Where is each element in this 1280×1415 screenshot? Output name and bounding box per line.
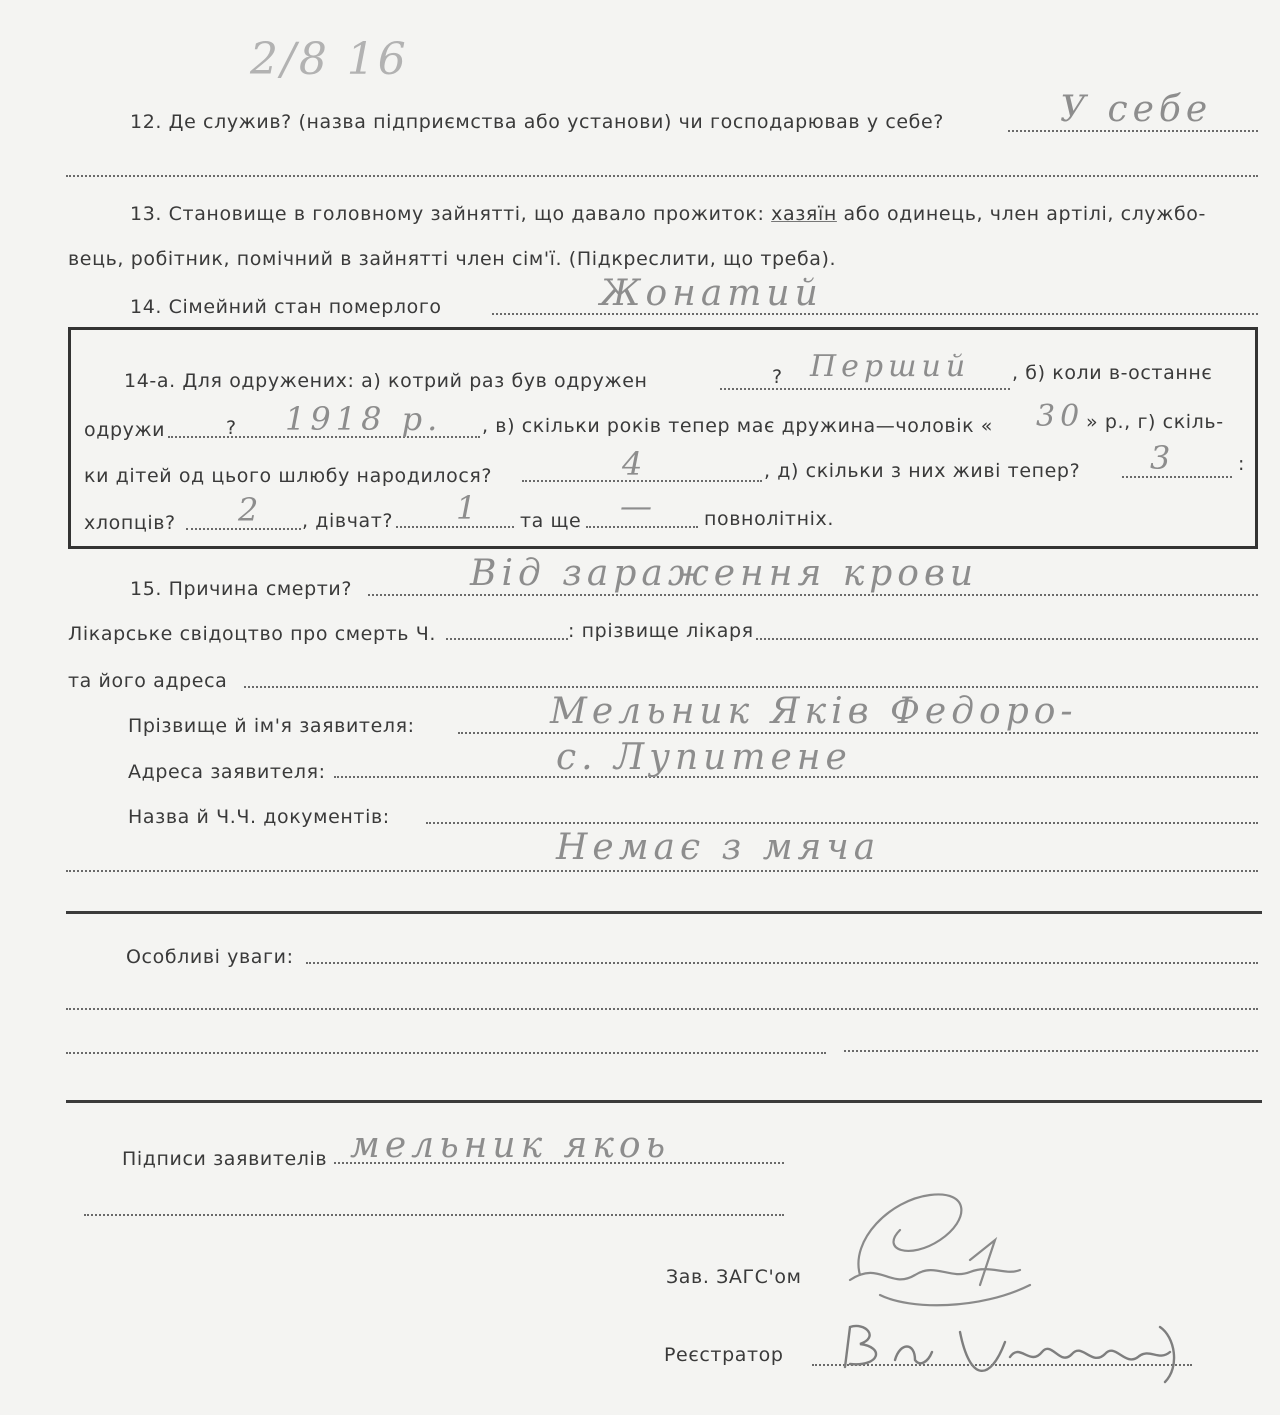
zags-head-label: Зав. ЗАГС'ом [666,1266,802,1288]
q14a-girls-label: , дівчат? [302,510,394,532]
notes-line-2 [66,1008,1258,1010]
declarants-signature-label: Підписи заявителів [122,1148,328,1170]
q14a-boys: 2 [238,491,264,529]
section-divider-1 [66,911,1262,914]
declarants-signature-line-2 [84,1214,784,1216]
doctor-name-line [756,638,1258,640]
question-13-line2: вець, робітник, помічний в зайнятті член сім'ї. (Підкреслити, що треба). [68,248,837,270]
q14a-d-label: , д) скільки з них живі тепер? [764,460,1081,482]
declarant-name: Мельник Яків Федоро- [550,691,1078,732]
q14a-more-line [586,526,698,528]
declarant-address: с. Лупитене [556,737,852,778]
registrar-label: Реєстратор [664,1344,784,1366]
q14a-children-label: ки дітей од цього шлюбу народилося? [84,465,493,487]
q14a-b-label: , б) коли в-останнє [1012,362,1213,384]
doctor-name-label: : прізвище лікаря [568,620,754,642]
question-13-options: або одинець, член артілі, службо- [843,203,1206,225]
declarant-name-label: Прізвище й ім'я заявителя: [128,715,415,737]
section-divider-2 [66,1100,1262,1103]
declarant-address-label: Адреса заявителя: [128,761,326,783]
q14a-children-born: 4 [622,445,648,483]
q14a-times-line [720,388,1010,390]
q14a-q-mark-2: ? [226,417,237,439]
registrar-signature [820,1312,1220,1402]
doctor-address-label: та його адреса [68,670,228,692]
doctor-address-line [244,686,1258,688]
declarant-name-line [458,732,1258,734]
question-15-label: 15. Причина смерти? [130,578,353,600]
documents-label: Назва й Ч.Ч. документів: [128,806,390,828]
q14a-married-label: одружи [84,419,166,441]
zags-head-signature [820,1180,1050,1330]
notes-line-4 [844,1050,1258,1052]
q14a-times: Перший [810,349,971,384]
q14a-girls: 1 [456,489,482,527]
question-12-label: 12. Де служив? (назва підприємства або установи) чи господарював у себе? [130,111,944,133]
question-15-answer: Від зараження крови [470,553,979,594]
question-13-text: 13. Становище в головному зайнятті, що давало прожиток: [130,203,765,225]
notes-line-3 [66,1052,826,1054]
question-15-answer-line [368,594,1258,596]
question-14-answer: Жонатий [600,273,823,314]
q14a-children-alive: 3 [1150,439,1176,477]
q14a-more-label: та ще [520,510,582,532]
doctor-certificate-line [446,638,568,640]
q14a-adult-label: повнолітніх. [704,508,834,530]
notes-label: Особливі уваги: [126,946,294,968]
q14a-year: 1918 р. [285,400,443,438]
q14a-girls-line [396,526,514,528]
q14a-children-alive-line [1122,476,1232,478]
q14a-colon: : [1238,453,1246,475]
declarant-signature: мельник якоь [350,1125,671,1166]
archive-mark: 2/8 16 [250,34,409,85]
question-12-continuation-line [66,175,1258,177]
question-12-answer: У себе [1060,89,1213,130]
question-14-label: 14. Сімейний стан померлого [130,296,442,318]
option-owner-underlined: хазяїн [771,203,837,225]
q14a-v-label: , в) скільки років тепер має дружина—чоловік « [482,415,994,437]
notes-line-1 [306,962,1258,964]
question-13-line1 [130,205,1206,224]
q14a-boys-label: хлопців? [84,512,176,534]
documents-value: Немає з мяча [556,827,881,868]
q14a-q-mark-1: ? [772,366,783,388]
doctor-certificate-label: Лікарське свідоцтво про смерть Ч. [68,623,436,645]
documents-line-2 [66,870,1258,872]
q14a-g-label: » р., г) скіль- [1086,411,1224,433]
q14a-more: — [620,487,657,525]
q14a-intro: 14-а. Для одружених: а) котрий раз був одружен [124,370,648,392]
q14a-spouse-age: 30 [1036,399,1085,434]
question-12-answer-line [1008,130,1258,132]
documents-line [426,822,1258,824]
